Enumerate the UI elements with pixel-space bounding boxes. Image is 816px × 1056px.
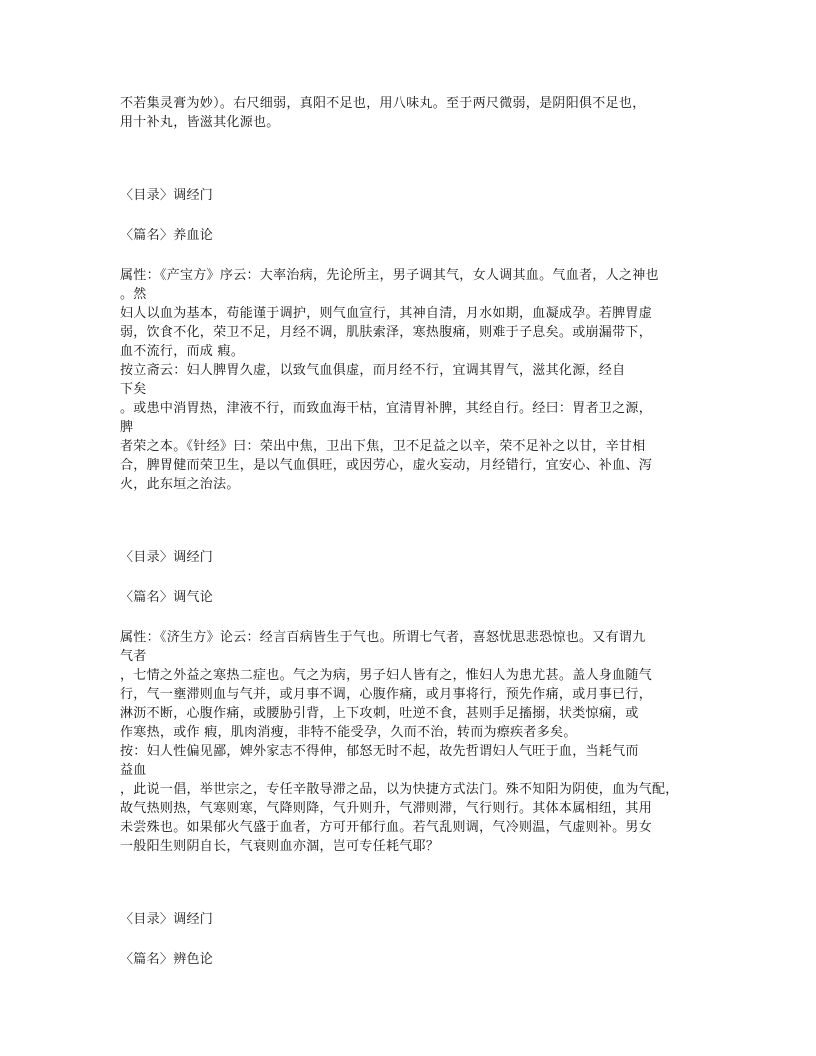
text-line: 不若集灵膏为妙）。右尺细弱，真阳不足也，用八味丸。至于两尺微弱，是阴阳俱不足也， <box>120 96 646 111</box>
section-body <box>120 628 700 856</box>
text-line: 属性：《产宝方》序云：大率治病，先论所主，男子调其气，女人调其血。气血者，人之神也 <box>120 268 659 283</box>
text-line: 用十补丸，皆滋其化源也。 <box>120 115 280 130</box>
text-line: 血不流行，而成 瘕。 <box>120 344 245 359</box>
text-line: 作寒热，或作 瘕，肌肉消瘦，非特不能受孕，久而不治，转而为瘵疾者多矣。 <box>120 725 577 740</box>
text-line: 。然 <box>120 287 147 302</box>
document-page <box>120 94 700 969</box>
text-line: 气者 <box>120 649 147 664</box>
text-line: 脾 <box>120 420 134 435</box>
section-tiaoqi <box>120 548 700 856</box>
catalog-heading: 〈目录〉调经门 <box>120 188 214 203</box>
chapter-title: 〈篇名〉调气论 <box>120 590 214 605</box>
text-line: ，此说一倡，举世宗之，专任辛散导滞之品，以为快捷方式法门。殊不知阳为阴使，血为气配， <box>120 782 679 797</box>
text-line: ，七情之外益之寒热二症也。气之为病，男子妇人皆有之，惟妇人为患尤甚。盖人身血随气 <box>120 668 653 683</box>
section-body <box>120 266 700 494</box>
text-line: 火，此东垣之治法。 <box>120 477 240 492</box>
text-line: 者荣之本。《针经》曰：荣出中焦，卫出下焦，卫不足益之以辛，荣不足补之以甘，辛甘相 <box>120 439 646 454</box>
text-line: 行，气一壅滞则血与气并，或月事不调，心腹作痛，或月事将行，预先作痛，或月事已行， <box>120 687 653 702</box>
text-line: 按：妇人性偏见鄙，婢外家志不得伸，郁怒无时不起，故先哲谓妇人气旺于血，当耗气而 <box>120 744 639 759</box>
text-line: 妇人以血为基本，苟能谨于调护，则气血宣行，其神自清，月水如期，血凝成孕。若脾胃虚 <box>120 306 653 321</box>
section-yangxue <box>120 186 700 494</box>
text-line: 弱，饮食不化，荣卫不足，月经不调，肌肤索泽，寒热腹痛，则难于子息矣。或崩漏带下， <box>120 325 653 340</box>
text-line: 淋沥不断，心腹作痛，或腰胁引背，上下攻刺，吐逆不食，甚则手足搐搦，状类惊痫，或 <box>120 706 639 721</box>
text-line: 故气热则热，气寒则寒，气降则降，气升则升，气滞则滞，气行则行。其体本属相纽，其用 <box>120 801 653 816</box>
section-bianse <box>120 910 700 969</box>
text-line: 按立斋云：妇人脾胃久虚，以致气血俱虚，而月经不行，宜调其胃气，滋其化源，经自 <box>120 363 626 378</box>
catalog-heading: 〈目录〉调经门 <box>120 912 214 927</box>
text-line: 合，脾胃健而荣卫生，是以气血俱旺，或因劳心，虚火妄动，月经错行，宜安心、补血、泻 <box>120 458 653 473</box>
chapter-title: 〈篇名〉辨色论 <box>120 952 214 967</box>
text-line: 益血 <box>120 763 147 778</box>
text-line: 属性：《济生方》论云：经言百病皆生于气也。所谓七气者，喜怒忧思悲恐惊也。又有谓九 <box>120 630 646 645</box>
text-line: 。或患中消胃热，津液不行，而致血海干枯，宜清胃补脾，其经自行。经曰：胃者卫之源， <box>120 401 653 416</box>
catalog-heading: 〈目录〉调经门 <box>120 550 214 565</box>
chapter-title: 〈篇名〉养血论 <box>120 228 214 243</box>
text-line: 下矣 <box>120 382 147 397</box>
text-line: 一般阳生则阴自长，气衰则血亦涸，岂可专任耗气耶？ <box>120 839 440 854</box>
text-line: 未尝殊也。如果郁火气盛于血者，方可开郁行血。若气乱则调，气冷则温，气虚则补。男女 <box>120 820 653 835</box>
intro-paragraph <box>120 94 700 132</box>
